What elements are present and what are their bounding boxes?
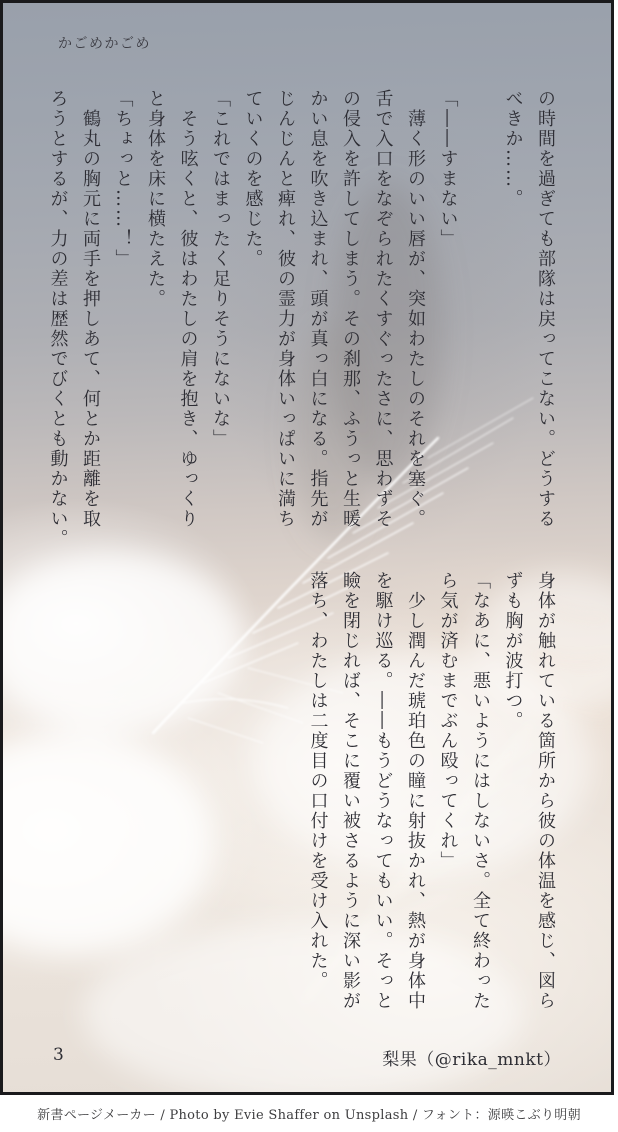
author-credit: 梨果（@rika_mnkt） [382, 1050, 561, 1070]
text-line: ていくのを感じた。 [242, 89, 264, 269]
text-line [464, 89, 497, 571]
text-line: 舌で入口をなぞられたくすぐったさに、思わずそ [372, 89, 394, 529]
text-line: 「――すまない」 [437, 89, 459, 249]
text-line: 「これではまったく足りそうにないな」 [210, 89, 231, 449]
page-number: 3 [53, 1045, 64, 1065]
text-line: ずも胸が波打つ。 [502, 571, 524, 731]
text-line: の時間を過ぎても部隊は戻ってこない。どうする [535, 89, 556, 529]
text-line: かい息を吹き込まれ、頭が真っ白になる。指先が [307, 89, 329, 529]
text-line: べきか……。 [502, 89, 524, 209]
text-line: 瞼を閉じれば、そこに覆い被さるように深い影が [340, 571, 361, 1011]
text-line: ら気が済むまでぶん殴ってくれ」 [437, 571, 459, 871]
text-line: ろうとするが、力の差は歴然でびくとも動かない。 [47, 89, 69, 549]
text-line: 鶴丸の胸元に両手を押しあて、何とか距離を取 [80, 89, 101, 529]
text-line: 身体が触れている箇所から彼の体温を感じ、図ら [535, 571, 556, 1011]
text-line: そう呟くと、彼はわたしの肩を抱き、ゆっくり [177, 89, 199, 529]
text-line: 「ちょっと……！」 [112, 89, 134, 269]
text-line: と身体を床に横たえた。 [145, 89, 166, 309]
story-text-lower-band [301, 571, 561, 1053]
text-line: じんじんと痺れ、彼の霊力が身体いっぱいに満ち [275, 89, 296, 529]
text-line: 落ち、わたしは二度目の口付けを受け入れた。 [307, 571, 329, 991]
text-line: 「なあに、悪いようにはしないさ。全て終わった [470, 571, 491, 1011]
generator-credit-text: 新書ページメーカー / Photo by Evie Shaffer on Unsplash / フォント：源暎こぶり明朝 [37, 1108, 581, 1123]
credit-bar [0, 1095, 618, 1132]
text-line: 少し潤んだ琥珀色の瞳に射抜かれ、熱が身体中 [405, 571, 426, 1011]
story-text-upper-band [41, 89, 561, 571]
text-line: の侵入を許してしまう。その刹那、ふうっと生暖 [340, 89, 361, 529]
page-title: かごめかごめ [58, 36, 151, 52]
text-line: を駆け巡る。――もうどうなってもいい。そっと [372, 571, 394, 1011]
text-line: 薄く形のいい唇が、突如わたしのそれを塞ぐ。 [405, 89, 426, 529]
